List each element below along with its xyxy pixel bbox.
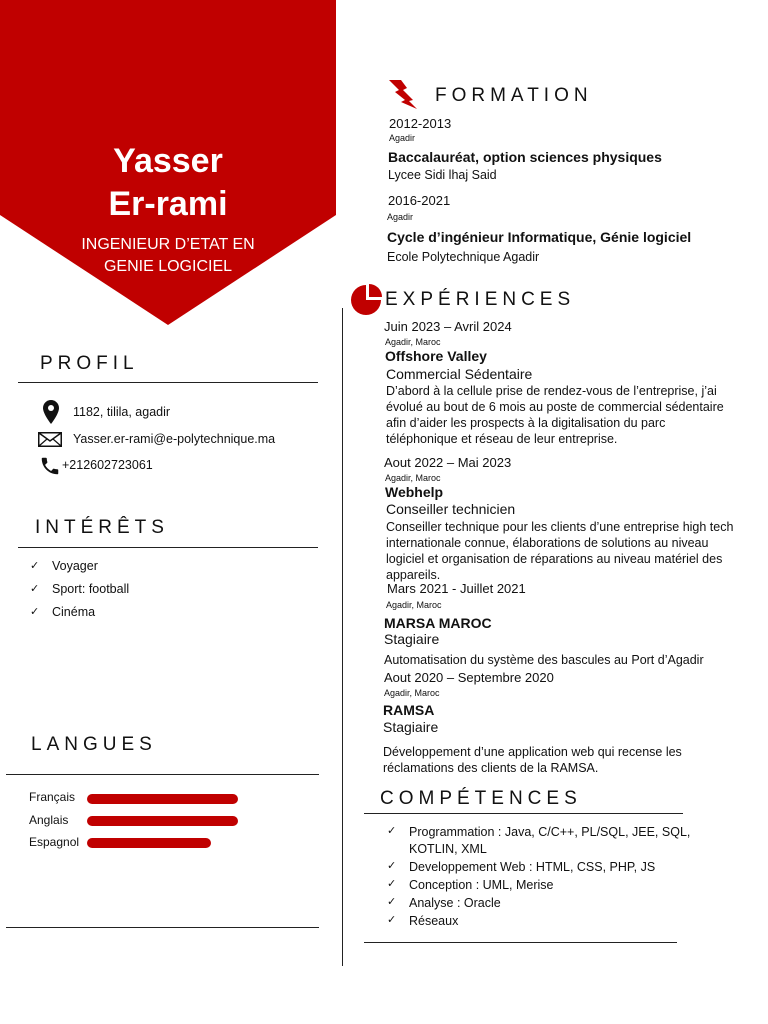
checkmark-icon: ✓	[387, 914, 397, 926]
language-bar	[87, 794, 238, 804]
experience-location: Agadir, Maroc	[385, 473, 441, 483]
experience-location: Agadir, Maroc	[384, 688, 440, 698]
experience-desc-line: réclamations des clients de la RAMSA.	[383, 761, 599, 775]
experience-date: Aout 2020 – Septembre 2020	[384, 670, 554, 685]
interest-item: Sport: football	[52, 582, 130, 596]
experience-role: Commercial Sédentaire	[386, 366, 533, 382]
experience-desc-line: téléphonique et réseau de leur entreprise.	[386, 432, 618, 446]
formation-school: Lycee Sidi lhaj Said	[388, 168, 497, 182]
email-text[interactable]: Yasser.er-rami@e-polytechnique.ma	[73, 432, 276, 446]
formation-date: 2012-2013	[389, 116, 452, 131]
envelope-icon	[38, 432, 62, 447]
experience-date: Juin 2023 – Avril 2024	[384, 319, 512, 334]
language-label: Espagnol	[29, 835, 80, 849]
language-label: Anglais	[29, 813, 69, 827]
checkmark-icon: ✓	[387, 825, 397, 837]
language-bar	[87, 816, 238, 826]
formation-location: Agadir	[389, 133, 416, 143]
experience-desc-line: Automatisation du système des bascules au Port d’Agadir	[384, 653, 704, 667]
experience-company: MARSA MAROC	[384, 615, 492, 631]
formation-degree: Cycle d’ingénieur Informatique, Génie logiciel	[387, 229, 692, 245]
experience-desc-line: logiciel et organisation de réparations au niveau matériel des	[386, 552, 723, 566]
interests-divider	[18, 547, 318, 548]
lightning-icon	[387, 78, 419, 110]
formation-title: FORMATION	[435, 85, 593, 106]
experience-desc-line: internationale connue, élaborations de solutions au niveau	[386, 536, 709, 550]
formation-degree: Baccalauréat, option sciences physiques	[388, 149, 662, 165]
skill-item: Developpement Web : HTML, CSS, PHP, JS	[409, 860, 656, 874]
experience-role: Conseiller technicien	[386, 501, 516, 517]
interest-item: Voyager	[52, 559, 98, 573]
experiences-title: EXPÉRIENCES	[385, 289, 576, 310]
profile-title: PROFIL	[40, 353, 139, 374]
experience-location: Agadir, Maroc	[386, 600, 442, 610]
interests-title: INTÉRÊTS	[35, 517, 169, 538]
experience-desc-line: évolué au bout de 6 mois au poste de commercial sédentaire	[386, 400, 724, 414]
skill-item: Conception : UML, Merise	[409, 878, 554, 892]
skills-title: COMPÉTENCES	[380, 788, 582, 809]
formation-school: Ecole Polytechnique Agadir	[387, 250, 540, 264]
experience-desc-line: appareils.	[386, 568, 441, 582]
skills-divider	[364, 813, 683, 814]
phone-icon	[39, 455, 61, 477]
profile-divider	[18, 382, 318, 383]
address-text: 1182, tilila, agadir	[73, 405, 171, 419]
checkmark-icon: ✓	[30, 560, 40, 572]
experience-role: Stagiaire	[383, 719, 439, 735]
experience-desc-line: Développement d’une application web qui recense les	[383, 745, 682, 759]
skill-item: Analyse : Oracle	[409, 896, 501, 910]
location-pin-icon	[43, 400, 59, 424]
formation-location: Agadir	[387, 212, 414, 222]
skill-item: Programmation : Java, C/C++, PL/SQL, JEE, SQL,	[409, 825, 691, 839]
languages-divider	[6, 774, 319, 775]
language-bar	[87, 838, 211, 848]
experience-desc-line: D’abord à la cellule prise de rendez-vous de l’entreprise, j’ai	[386, 384, 717, 398]
last-name: Er-rami	[108, 185, 228, 223]
column-divider	[342, 308, 343, 966]
pie-chart-icon	[349, 284, 383, 316]
experience-company: Webhelp	[385, 484, 444, 500]
experience-desc-line: afin d’aider les prospects à la digitalisation du parc	[386, 416, 666, 430]
first-name: Yasser	[113, 142, 223, 180]
languages-title: LANGUES	[31, 734, 157, 755]
checkmark-icon: ✓	[387, 878, 397, 890]
checkmark-icon: ✓	[30, 606, 40, 618]
right-bottom-divider	[364, 942, 677, 943]
language-label: Français	[29, 790, 76, 804]
skill-item: Réseaux	[409, 914, 459, 928]
experience-location: Agadir, Maroc	[385, 337, 441, 347]
experience-company: Offshore Valley	[385, 348, 487, 364]
experience-date: Mars 2021 - Juillet 2021	[387, 581, 526, 596]
job-title-line1: INGENIEUR D’ETAT EN	[81, 236, 255, 253]
interest-item: Cinéma	[52, 605, 96, 619]
checkmark-icon: ✓	[30, 583, 40, 595]
phone-text[interactable]: +212602723061	[62, 458, 153, 472]
left-bottom-divider	[6, 927, 319, 928]
checkmark-icon: ✓	[387, 896, 397, 908]
skill-item-continued: KOTLIN, XML	[409, 842, 487, 856]
formation-date: 2016-2021	[388, 193, 451, 208]
job-title-line2: GENIE LOGICIEL	[103, 258, 233, 275]
experience-desc-line: Conseiller technique pour les clients d’une entreprise high tech	[386, 520, 734, 534]
experience-role: Stagiaire	[384, 631, 440, 647]
experience-date: Aout 2022 – Mai 2023	[384, 455, 512, 470]
checkmark-icon: ✓	[387, 860, 397, 872]
experience-company: RAMSA	[383, 702, 435, 718]
